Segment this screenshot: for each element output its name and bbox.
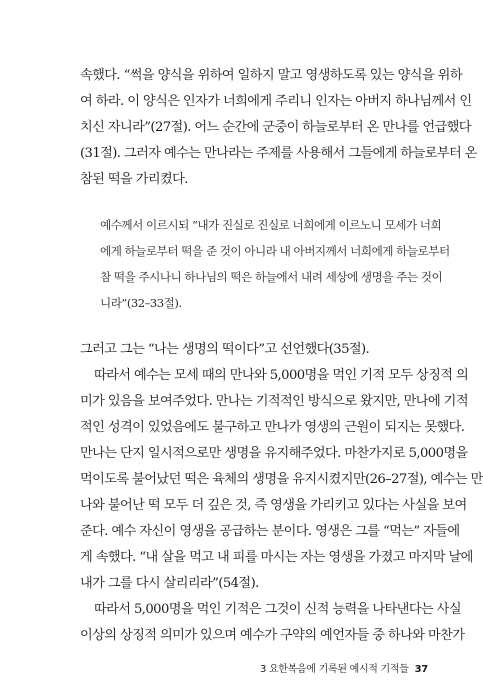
body-line: 만나는 단지 일시적으로만 생명을 유지해주었다. 마찬가지로 5,000명을 bbox=[80, 446, 468, 461]
body-line: 적인 성격이 있었음에도 불구하고 만나가 영생의 근원이 되지는 못했다. bbox=[80, 420, 465, 435]
quote-line: 참 떡을 주시나니 하나님의 떡은 하늘에서 내려 세상에 생명을 주는 것이 bbox=[100, 270, 443, 284]
quote-line: 예수께서 이르시되 “내가 진실로 진실로 너희에게 이르노니 모세가 너희 bbox=[100, 218, 442, 232]
page-number: 37 bbox=[414, 664, 428, 675]
body-line: 속했다. “썩을 양식을 위하여 일하지 말고 영생하도록 있는 양식을 위하 bbox=[80, 68, 462, 83]
body-line: 준다. 예수 자신이 영생을 공급하는 분이다. 영생은 그를 “먹는” 자들에 bbox=[80, 524, 460, 539]
running-footer-chapter: 3 요한복음에 기록된 예시적 기적들 bbox=[260, 664, 409, 675]
body-line: 이상의 상징적 의미가 있으며 예수가 구약의 예언자들 중 하나와 마찬가 bbox=[80, 628, 465, 643]
quote-line: 에게 하늘로부터 떡을 준 것이 아니라 내 아버지께서 너희에게 하늘로부터 bbox=[100, 244, 450, 258]
paragraph-first-line: 따라서 예수는 모세 때의 만나와 5,000명을 먹인 기적 모두 상징적 의 bbox=[94, 368, 469, 383]
body-line: 참된 떡을 가리켰다. bbox=[80, 172, 188, 187]
page-footer bbox=[260, 660, 428, 675]
body-line: 먹이도록 불어났던 떡은 육체의 생명을 유지시켰지만(26–27절), 예수는 만 bbox=[80, 472, 483, 487]
body-line: 내가 그를 다시 살리리라”(54절). bbox=[80, 576, 259, 591]
body-line: 게 속했다. “내 살을 먹고 내 피를 마시는 자는 영생을 가졌고 마지막 날에 bbox=[80, 550, 473, 565]
body-line: 미가 있음을 보여주었다. 만나는 기적적인 방식으로 왔지만, 만나에 기적 bbox=[80, 394, 468, 409]
body-line: 치신 자니라”(27절). 어느 순간에 군중이 하늘로부터 온 만나를 언급했다 bbox=[80, 120, 471, 135]
body-line: 그러고 그는 “나는 생명의 떡이다”고 선언했다(35절). bbox=[80, 342, 370, 357]
body-line: 나와 불어난 떡 모두 더 깊은 것, 즉 영생을 가리키고 있다는 사실을 보여 bbox=[80, 498, 467, 513]
body-line: 여 하라. 이 양식은 인자가 너희에게 주리니 인자는 아버지 하나님께서 인 bbox=[80, 94, 472, 109]
paragraph-first-line: 따라서 5,000명을 먹인 기적은 그것이 신적 능력을 나타낸다는 사실 bbox=[94, 602, 461, 617]
body-line: (31절). 그러자 예수는 만나라는 주제를 사용해서 그들에게 하늘로부터 온 bbox=[80, 146, 477, 161]
quote-line: 니라”(32–33절). bbox=[100, 296, 182, 310]
